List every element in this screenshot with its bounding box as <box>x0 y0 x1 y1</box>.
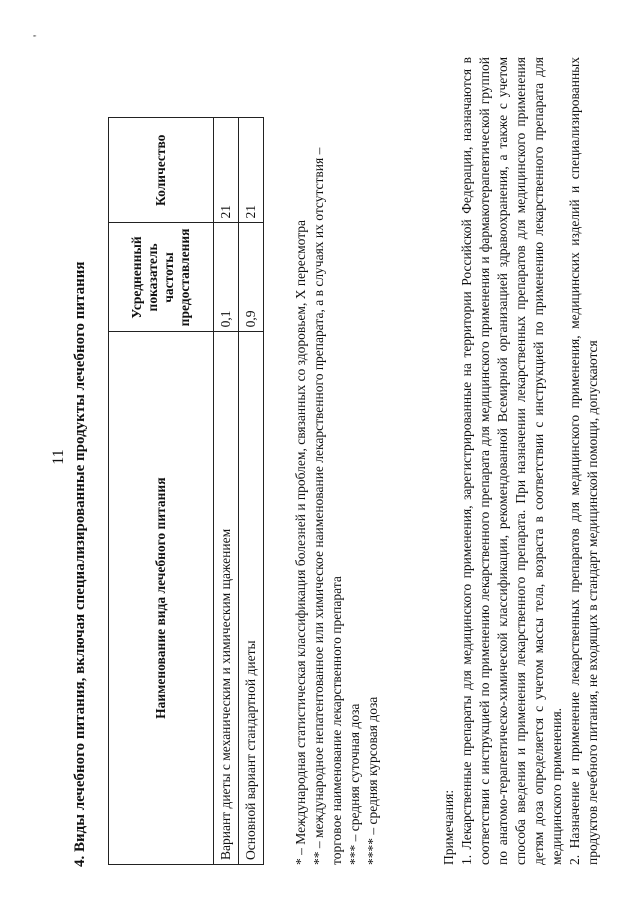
footnote-item: ** – международное непатентованное или химическое наименование лекарственного препарата, а в случаях их отсутствия – торговое наименование лекарственного препарата <box>311 147 344 865</box>
cell-diet-name: Основной вариант стандартной диеты <box>239 332 264 865</box>
section-heading: 4. Виды лечебного питания, включая специализированные продукты лечебного питания <box>72 261 88 867</box>
diet-table <box>108 117 264 865</box>
cell-frequency: 0,1 <box>214 223 239 332</box>
table-row <box>214 118 239 865</box>
footnote-item: * – Международная статистическая классификация болезней и проблем, связанных со здоровьем, X пересмотра <box>293 219 308 865</box>
footnote-item: **** – средняя курсовая доза <box>365 696 380 865</box>
cell-quantity: 21 <box>239 118 264 224</box>
footnote-item: *** – средняя суточная доза <box>347 703 362 865</box>
rotated-page-content <box>0 5 640 905</box>
remarks-title: Примечания: <box>441 789 456 865</box>
remarks-item: 1. Лекарственные препараты для медицинского применения, зарегистрированные на территории Российской Федерации, назначаются в соответствии с инструкцией по применению лекарственного препарата для медицинского применения и фармакотерапевтической группой по анатомо-терапевтическо-химической классификации, рекомендованной Всемирной организацией здравоохранения, а также с учетом способа введения и применения лекарственного препарата. При назначении лекарственных препаратов для медицинского применения детям доза определяется с учетом массы тела, возраста в соответствии с инструкцией по применению лекарственного препарата для медицинского применения. <box>459 57 564 865</box>
remarks-section <box>440 57 602 865</box>
cell-frequency: 0,9 <box>239 223 264 332</box>
header-diet-name: Наименование вида лечебного питания <box>109 332 214 865</box>
table-row <box>239 118 264 865</box>
remarks-item: 2. Назначение и применение лекарственных препаратов для медицинского применения, медицинских изделий и специализированных продуктов лечебного питания, не входящих в стандарт медицинской помощи, допускаются <box>567 57 600 865</box>
header-quantity: Количество <box>109 118 214 224</box>
header-frequency: Усредненный показатель частоты предоставления <box>109 223 214 332</box>
cell-quantity: 21 <box>214 118 239 224</box>
cell-diet-name: Вариант диеты с механическим и химическим щажением <box>214 332 239 865</box>
footnote-legend <box>292 105 382 865</box>
page-number: 11 <box>50 449 67 465</box>
table-header-row <box>109 118 214 865</box>
page-body <box>10 27 630 887</box>
scan-mark: ' <box>30 34 44 37</box>
